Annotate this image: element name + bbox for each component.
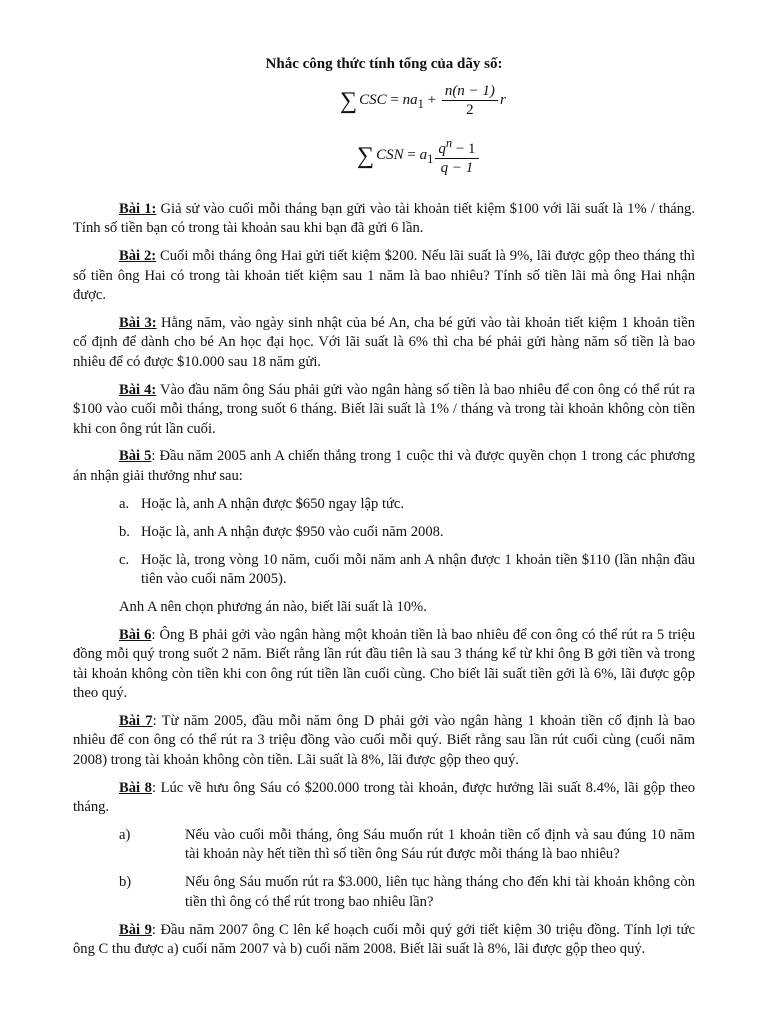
option-marker: b. — [119, 523, 130, 540]
formula-csn-name: CSN — [376, 146, 404, 163]
formula-csn-numerator — [435, 134, 478, 159]
problem-text: : Lúc về hưu ông Sáu có $200.000 trong tài khoản, được hưởng lãi suất 8.4%, lãi gộp theo tháng. — [73, 779, 695, 816]
problem-text: Hằng năm, vào ngày sinh nhật của bé An, cha bé gửi vào tài khoản tiết kiệm 1 khoản tiền cố định để dành cho bé An học đại học. Với lãi suất là 6% thì cha bé phải gửi hàng năm số tiền là bao nhiêu để có được $10.000 sau 18 năm gửi. — [73, 315, 696, 370]
option-marker: a. — [119, 495, 130, 512]
problem-label: Bài 1: — [119, 201, 157, 217]
option-item — [73, 495, 695, 514]
problem-9 — [73, 921, 695, 960]
formula-csc-name: CSC — [359, 91, 387, 108]
problem-8 — [73, 779, 695, 818]
problem-1 — [73, 200, 695, 239]
problem-label: Bài 9 — [119, 921, 152, 938]
problem-text: Vào đầu năm ông Sáu phải gửi vào ngân hàng số tiền là bao nhiêu để con ông có thể rút ra $100 vào cuối mỗi tháng, trong suốt 6 tháng. Biết lãi suất là 1% / tháng và trong tài khoản không còn tiền khi con ông rút lần cuối. — [73, 381, 695, 437]
option-text: Nếu vào cuối mỗi tháng, ông Sáu muốn rút 1 khoản tiền cố định và sau đúng 10 năm tài khoản này hết tiền thì số tiền ông Sáu rút được mỗi tháng là bao nhiêu? — [185, 826, 695, 863]
option-item — [73, 873, 695, 912]
problem-text: : Từ năm 2005, đầu mỗi năm ông D phải gởi vào ngân hàng 1 khoản tiền cố định là bao nhiêu để con ông có thể rút ra 3 triệu đồng vào cuối mỗi quý. Biết rằng sau lần rút cuối cùng (cuối năm 2008) trong tài khoản không còn tiền. Lãi suất là 8%, lãi được gộp theo quý. — [73, 712, 696, 768]
option-marker: c. — [119, 551, 130, 568]
option-text: Hoặc là, trong vòng 10 năm, cuối mỗi năm anh A nhận được 1 khoản tiền $110 (lần nhận đầu tiên vào cuối năm 2005). — [141, 551, 695, 587]
formula-csn-eq: = — [403, 146, 420, 163]
formula-csc-lead-sub: 1 — [417, 96, 424, 111]
problem-4 — [73, 381, 695, 439]
formula-csc-plus: + — [423, 91, 440, 108]
formula-csc-denominator: 2 — [466, 102, 474, 118]
problem-label: Bài 5 — [119, 448, 152, 465]
problem-7 — [73, 712, 695, 770]
formula-csc-lead: na — [402, 91, 418, 108]
sigma-symbol: ∑ — [340, 87, 358, 114]
problem-label: Bài 3: — [119, 315, 157, 332]
problem-3 — [73, 314, 695, 372]
problem-5 — [73, 447, 695, 486]
problem-label: Bài 4: — [119, 381, 157, 398]
problem-label: Bài 6 — [119, 626, 152, 643]
problem-2 — [73, 247, 695, 305]
problem-text: : Đầu năm 2007 ông C lên kế hoạch cuối mỗi quý gởi tiết kiệm 30 triệu đồng. Tính lợi tức ông C thu được a) cuối năm 2007 và b) cuối năm 2008. Biết lãi suất là 8%, lãi được gộp theo quý. — [73, 921, 696, 957]
sigma-symbol: ∑ — [357, 142, 375, 169]
formula-csn — [357, 134, 481, 177]
formula-csn-denominator: q − 1 — [440, 160, 474, 176]
problem-label: Bài 8 — [119, 779, 152, 796]
problem-5-question: Anh A nên chọn phương án nào, biết lãi suất là 10%. — [119, 598, 427, 615]
option-marker: a) — [119, 826, 131, 843]
formula-csn-lead: a — [419, 146, 428, 163]
option-item — [73, 551, 695, 590]
problem-text: Cuối mỗi tháng ông Hai gửi tiết kiệm $200. Nếu lãi suất là 9%, lãi được gộp theo tháng thì số tiền ông Hai có trong tài khoản tiết kiệm sau 1 năm là bao nhiêu? Tính số tiền lãi mà ông Hai nhận được. — [73, 248, 696, 304]
formula-csn-lead-sub: 1 — [427, 151, 434, 166]
page-title: Nhắc công thức tính tổng của dãy số: — [265, 56, 503, 72]
formula-csn-num-exp: n — [445, 136, 453, 150]
option-item — [73, 523, 695, 542]
option-item — [73, 826, 695, 865]
formula-csn-fraction — [435, 134, 478, 177]
formula-csc — [340, 82, 506, 119]
problem-text: : Ông B phải gởi vào ngân hàng một khoản tiền là bao nhiêu để con ông có thể rút ra 5 triệu đồng mỗi quý trong suốt 2 năm. Biết rằng lần rút đầu tiên là sau 3 tháng kể từ khi ông B gởi tiền và trong tài khoản không còn tiền khi con ông rút tiền lần cuối cùng. Cho biết lãi suất tiền gởi là 6%, lãi được gộp theo quý. — [73, 626, 695, 702]
option-text: Nếu ông Sáu muốn rút ra $3.000, liên tục hàng tháng cho đến khi tài khoản không còn tiền thì ông có thể rút trong bao nhiêu lần? — [185, 874, 695, 910]
problem-6 — [73, 626, 695, 704]
problem-list — [73, 200, 695, 968]
option-text: Hoặc là, anh A nhận được $950 vào cuối năm 2008. — [141, 523, 444, 540]
option-text: Hoặc là, anh A nhận được $650 ngay lập tức. — [141, 495, 405, 512]
formula-csc-fraction — [442, 82, 498, 119]
problem-label: Bài 7 — [119, 712, 153, 729]
problem-label: Bài 2: — [119, 248, 157, 265]
formula-csc-numerator: n(n − 1) — [442, 82, 498, 101]
option-marker: b) — [119, 874, 132, 891]
problem-text: : Đầu năm 2005 anh A chiến thắng trong 1 cuộc thi và được quyền chọn 1 trong các phương án nhận giải thưởng như sau: — [73, 448, 696, 484]
formula-csn-num-base: q — [438, 141, 446, 157]
formula-csc-eq: = — [386, 91, 403, 108]
problem-text: Giả sử vào cuối mỗi tháng bạn gửi vào tài khoản tiết kiệm $100 với lãi suất là 1% / tháng. Tính số tiền bạn có trong tài khoản sau khi bạn đã gửi 6 lần. — [73, 201, 695, 237]
formula-csn-num-rest: − 1 — [452, 141, 476, 157]
formula-csc-tail: r — [499, 91, 506, 108]
